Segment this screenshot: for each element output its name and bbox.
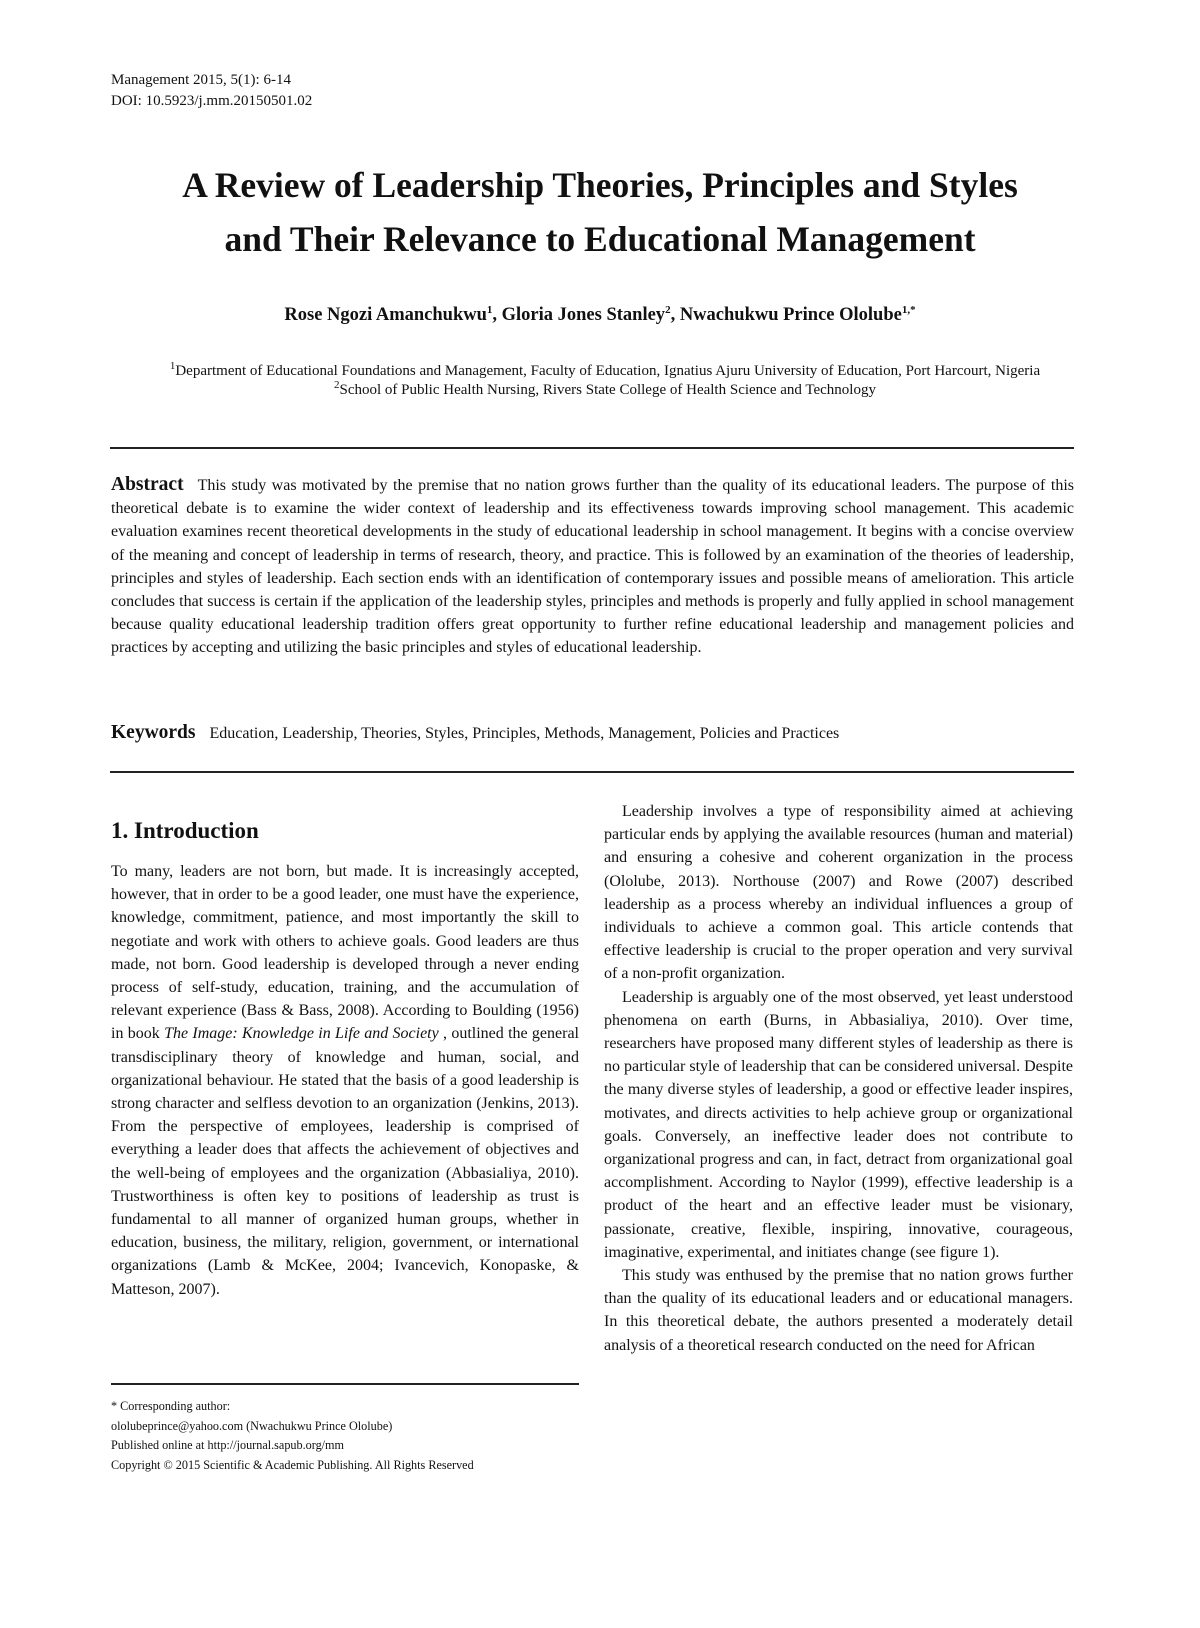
paragraph: Leadership is arguably one of the most observed, yet least understood phenomena on earth (Burns, in Abbasialiya, 2010). Over time, researchers have proposed many different styles of leadership as there is no particular style of leadership that can be considered universal. Despite the many diverse styles of leadership, a good or effective leader inspires, motivates, and directs activities to help achieve group or organizational goals. Conversely, an ineffective leader does not contribute to organizational progress and can, in fact, detract from organizational goal accomplishment. According to Naylor (1999), effective leadership is a product of the heart and an effective leader must be visionary, passionate, creative, flexible, inspiring, innovative, courageous, imaginative, experimental, and initiates change (see figure 1). — [604, 988, 1073, 1261]
journal-citation: Management 2015, 5(1): 6-14 — [111, 72, 291, 88]
intro-text-part-1: To many, leaders are not born, but made. It is increasingly accepted, however, that in order to be a good leader, one must have the experience, knowledge, commitment, patience, and most importantly the skill to negotiate and work with others to achieve goals. Good leaders are thus made, not born. Good leadership is developed through a never ending process of self-study, education, training, and the accumulation of relevant experience (Bass & Bass, 2008). According to Boulding (1956) in book — [111, 863, 579, 1043]
paragraph: This study was enthused by the premise that no nation grows further than the quality of its educational leaders and or educational managers. In this theoretical debate, the authors presented a moderately detail analysis of a theoretical research conducted on the need for African — [604, 1267, 1073, 1354]
section-heading: 1. Introduction — [111, 818, 259, 843]
author-name: Gloria Jones Stanley — [501, 305, 666, 325]
footnote — [111, 1397, 579, 1475]
footnote-divider — [111, 1383, 579, 1385]
copyright: Copyright © 2015 Scientific & Academic Publishing. All Rights Reserved — [111, 1457, 474, 1472]
keywords-text: Education, Leadership, Theories, Styles, Principles, Methods, Management, Policies and Practices — [209, 725, 840, 742]
abstract-text: This study was motivated by the premise that no nation grows further than the quality of its educational leaders. The purpose of this theoretical debate is to examine the wider context of leadership and its effectiveness towards improving school management. This academic evaluation examines recent theoretical developments in the study of educational leadership in school management. It begins with a concise overview of the meaning and concept of leadership in terms of research, theory, and practice. This is followed by an examination of the theories of leadership, principles and styles of leadership. Each section ends with an identification of contemporary issues and possible means of amelioration. This article concludes that success is certain if the application of the leadership styles, principles and methods is properly and fully applied in school management because quality educational leadership tradition offers great opportunity to further refine educational leadership and management policies and practices by accepting and utilizing the basic principles and styles of educational leadership. — [111, 477, 1074, 657]
affiliation-text: Department of Educational Foundations and Management, Faculty of Education, Ignatius Ajuru University of Education, Port Harcourt, Nigeria — [175, 363, 1041, 379]
doi: DOI: 10.5923/j.mm.20150501.02 — [111, 93, 313, 109]
keywords-label: Keywords — [111, 722, 196, 743]
affiliation — [110, 381, 1100, 400]
abstract-label: Abstract — [111, 474, 184, 495]
author-name: Rose Ngozi Amanchukwu — [284, 305, 487, 325]
introduction-paragraph — [111, 860, 579, 1301]
abstract-divider — [110, 771, 1074, 773]
title-line-1: A Review of Leadership Theories, Principles and Styles — [182, 165, 1018, 205]
paper-title — [60, 158, 1140, 266]
affiliation — [110, 362, 1100, 381]
author-list: Rose Ngozi Amanchukwu$^1$, Gloria Jones Stanley$^2$, Nwachukwu Prince Ololube$^{1,*}$ — [284, 303, 916, 325]
corresponding-email: ololubeprince@yahoo.com (Nwachukwu Prince Ololube) — [111, 1418, 393, 1433]
abstract — [111, 473, 1074, 660]
header-divider — [110, 447, 1074, 449]
author-name: Nwachukwu Prince Ololube — [679, 305, 902, 325]
author-affiliation-mark: 1,* — [901, 303, 916, 316]
affiliation-mark: 2 — [334, 379, 340, 391]
running-head — [111, 70, 312, 112]
affiliation-mark: 1 — [169, 360, 176, 372]
author-affiliation-mark: 2 — [665, 303, 671, 316]
author-affiliation-mark: 1 — [486, 303, 493, 316]
intro-text-part-2: , outlined the general transdisciplinary theory of knowledge and human, social, and organizational behaviour. He stated that the basis of a good leadership is strong character and selfless devotion to an organization (Jenkins, 2013). From the perspective of employees, leadership is comprised of everything a leader does that affects the achievement of objectives and the well-being of employees and the organization (Abbasialiya, 2010). Trustworthiness is often key to positions of leadership as trust is fundamental to all manner of organized human groups, whether in education, business, the military, religion, government, or international organizations (Lamb & McKee, 2004; Ivancevich, Konopaske, & Matteson, 2007). — [111, 1025, 579, 1298]
keywords — [111, 721, 1074, 746]
affiliations — [110, 362, 1100, 400]
corresponding-author-label: * Corresponding author: — [111, 1399, 231, 1413]
paragraph: Leadership involves a type of responsibility aimed at achieving particular ends by applying the available resources (human and material) and ensuring a cohesive and coherent organization in the process (Ololube, 2013). Northouse (2007) and Rowe (2007) described leadership as a process whereby an individual influences a group of individuals to achieve a common goal. This article contends that effective leadership is crucial to the proper operation and very survival of a non-profit organization. — [604, 803, 1073, 983]
published-online: Published online at http://journal.sapub.org/mm — [111, 1438, 345, 1453]
title-line-2: and Their Relevance to Educational Management — [224, 219, 976, 259]
book-title: The Image: Knowledge in Life and Society — [164, 1025, 439, 1043]
introduction-body — [111, 860, 579, 1301]
affiliation-text: School of Public Health Nursing, Rivers State College of Health Science and Technology — [339, 382, 876, 398]
right-column — [604, 800, 1073, 1357]
